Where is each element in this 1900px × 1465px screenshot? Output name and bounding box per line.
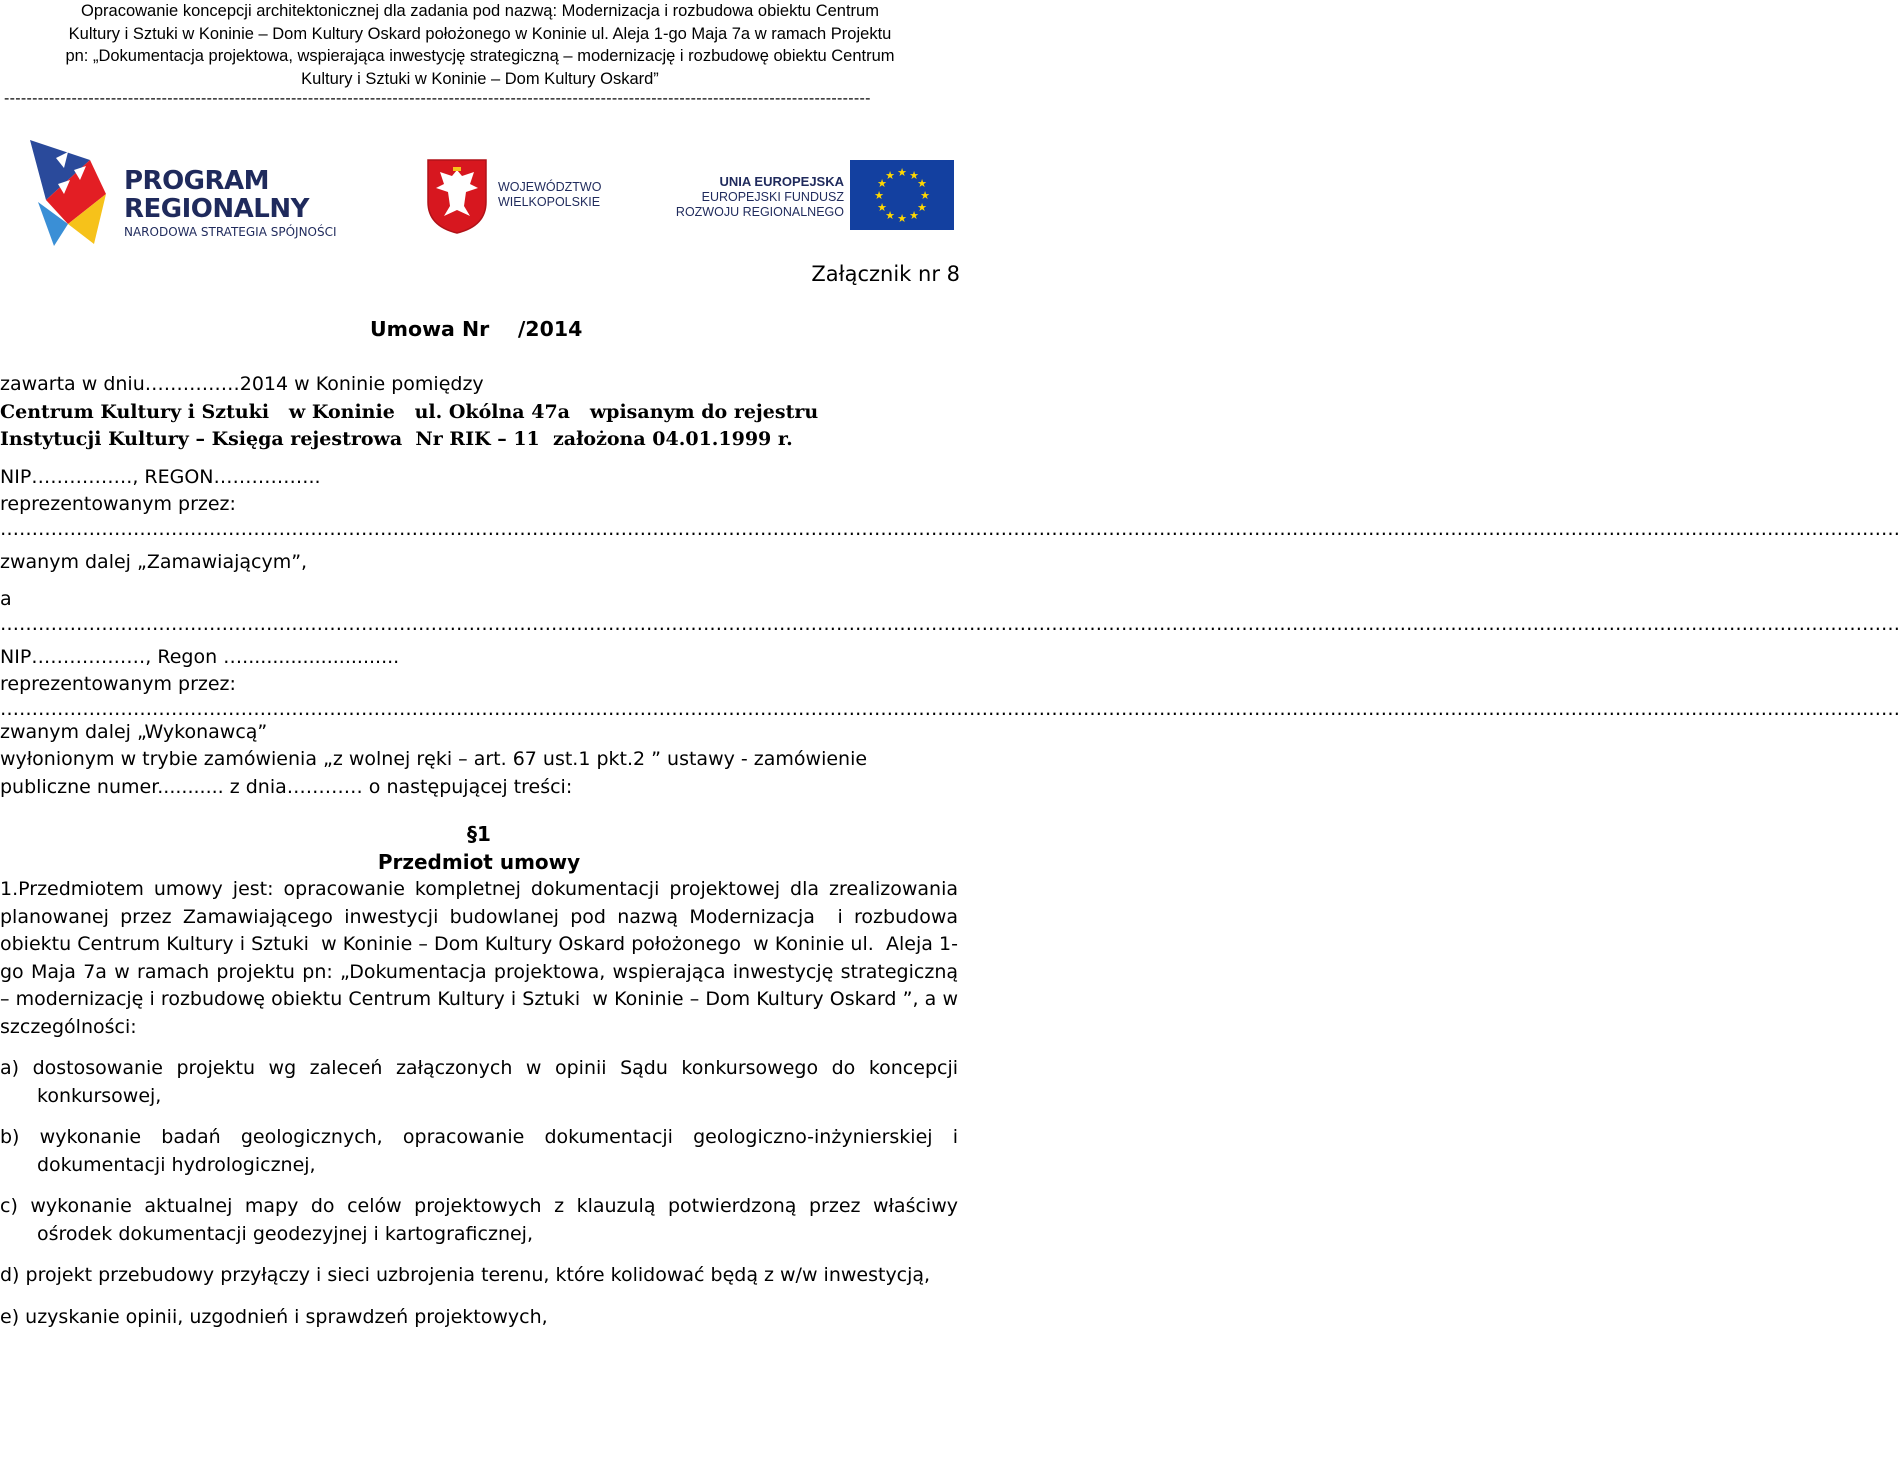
program-regionalny-logo: [28, 140, 368, 248]
header-line: Opracowanie koncepcji architektonicznej dla zadania pod nazwą: Modernizacja i rozbudowa obiektu Centrum: [81, 2, 879, 20]
paragraph-1: 1.Przedmiotem umowy jest: opracowanie kompletnej dokumentacji projektowej dla zrealizowania planowanej przez Zamawiającego inwestycji budowlanej pod nazwą Modernizacja i rozbudowa obiektu Centrum Kultury i Sztuki w Koninie – Dom Kultury Oskard położonego w Koninie ul. Aleja 1-go Maja 7a w ramach projektu pn: „Dokumentacja projektowa, wspierająca inwestycję strategiczną – modernizację i rozbudowę obiektu Centrum Kultury i Sztuki w Koninie – Dom Kultury Oskard ”, a w szczególności:: [0, 878, 971, 1038]
nss-label: NARODOWA STRATEGIA SPÓJNOŚCI: [124, 225, 337, 239]
party1-register-line: Instytucji Kultury – Księga rejestrowa Nr RIK – 11 założona 04.01.1999 r.: [0, 428, 793, 450]
svg-text:★: ★: [917, 201, 927, 214]
header-line: pn: „Dokumentacja projektowa, wspierająca inwestycję strategiczną – modernizację i rozbudowę obiektu Centrum: [65, 47, 895, 65]
svg-text:★: ★: [877, 201, 887, 214]
section-number: §1: [467, 822, 491, 846]
selection-line-2: publiczne numer........... z dnia………… o następującej treści:: [0, 775, 573, 798]
svg-text:★: ★: [909, 209, 919, 222]
list-item-text: dostosowanie projektu wg zaleceń załączonych w opinii Sądu konkursowego do koncepcji konkursowej,: [32, 1057, 959, 1107]
wojewodztwo-line: WOJEWÓDZTWO: [498, 180, 602, 194]
list-item-text: wykonanie aktualnej mapy do celów projektowych z klauzulą potwierdzoną przez właściwy ośrodek dokumentacji geodezyjnej i kartograficznej,: [30, 1195, 958, 1245]
list-item-label: d): [0, 1264, 20, 1286]
list-item: [0, 1193, 958, 1248]
wojewodztwo-logo: [426, 158, 626, 238]
svg-text:★: ★: [917, 177, 927, 190]
party1-representative-label: reprezentowanym przez:: [0, 493, 236, 515]
svg-text:★: ★: [885, 169, 895, 182]
list-item-text: wykonanie badań geologicznych, opracowanie dokumentacji geologiczno-inżynierskiej i dokumentacji hydrologicznej,: [37, 1126, 958, 1176]
ue-logo: [666, 160, 956, 250]
ue-fund-line: EUROPEJSKI FUNDUSZ: [701, 190, 844, 204]
ue-title: UNIA EUROPEJSKA: [719, 174, 844, 189]
party1-called: zwanym dalej „Zamawiającym”,: [0, 550, 308, 573]
wielkopolskie-line: WIELKOPOLSKIE: [498, 195, 601, 209]
party1-nip-regon: NIP……………., REGON……………..: [0, 465, 321, 488]
svg-text:★: ★: [909, 169, 919, 182]
list-item: [0, 1304, 958, 1332]
header-separator: ----------------------------------------------------------------------------------------------------------------------------------------------------------: [4, 90, 871, 107]
wojewodztwo-label: [498, 180, 601, 210]
list-item-text: projekt przebudowy przyłączy i sieci uzbrojenia terenu, które kolidować będą z w/w inwestycją,: [25, 1264, 931, 1286]
section-title: Przedmiot umowy: [377, 849, 581, 874]
header-line: Kultury i Sztuki w Koninie – Dom Kultury Oskard”: [301, 69, 659, 88]
svg-text:★: ★: [874, 189, 884, 202]
list-item: [0, 1055, 958, 1110]
intro-line: zawarta w dniu……………2014 w Koninie pomiędzy: [0, 373, 484, 395]
svg-text:★: ★: [920, 189, 930, 202]
eu-flag-icon: [850, 160, 954, 230]
selection-line: wyłonionym w trybie zamówienia „z wolnej ręki – art. 67 ust.1 pkt.2 ” ustawy - zamówienie: [0, 748, 868, 770]
eagle-crest-icon: [426, 158, 488, 234]
document-header: [0, 0, 960, 90]
list-item: [0, 1124, 958, 1179]
party2-representative-label: reprezentowanym przez:: [0, 673, 236, 695]
program-regionalny-emblem-icon: [28, 140, 118, 248]
svg-text:★: ★: [877, 177, 887, 190]
party2-name-dots: …………………………………………………………………………………………………………………………………………………………………………………………………………………………………………………………………………: [0, 612, 1900, 635]
logo-bar: [0, 140, 960, 250]
svg-text:★: ★: [897, 166, 907, 179]
party2-representative-dots: …………………………………………………………………………………………………………………………………………………………………………………………………………………………………………………………………………: [0, 697, 1900, 720]
list-item-label: b): [0, 1126, 20, 1148]
contract-body: [0, 371, 1900, 1331]
regionalny-label: REGIONALNY: [124, 194, 309, 224]
header-line: Kultury i Sztuki w Koninie – Dom Kultury Oskard położonego w Koninie ul. Aleja 1-go Maja 7a w ramach Projektu: [68, 24, 892, 43]
list-item-text: uzyskanie opinii, uzgodnień i sprawdzeń projektowych,: [25, 1305, 548, 1328]
list-item-label: c): [0, 1195, 18, 1217]
svg-text:★: ★: [885, 209, 895, 222]
program-label: PROGRAM: [124, 166, 270, 196]
party2-called: zwanym dalej „Wykonawcą”: [0, 720, 268, 743]
party2-nip-regon: NIP………………, Regon …..........................: [0, 645, 400, 668]
list-item-label: e): [0, 1305, 20, 1328]
ue-label: [676, 174, 844, 220]
ue-fund-line2: ROZWOJU REGIONALNEGO: [675, 205, 844, 219]
contract-title: Umowa Nr /2014: [370, 317, 583, 341]
attachment-number: Załącznik nr 8: [811, 262, 960, 286]
list-item-label: a): [0, 1057, 20, 1079]
svg-text:★: ★: [897, 212, 907, 225]
and-label: a: [0, 588, 12, 610]
party1-representative-dots: …………………………………………………………………………………………………………………………………………………………………………………………………………………………………………………………………………: [0, 517, 1900, 540]
list-item: [0, 1262, 958, 1290]
party1-name-line: Centrum Kultury i Sztuki w Koninie ul. Okólna 47a wpisanym do rejestru: [0, 400, 819, 423]
